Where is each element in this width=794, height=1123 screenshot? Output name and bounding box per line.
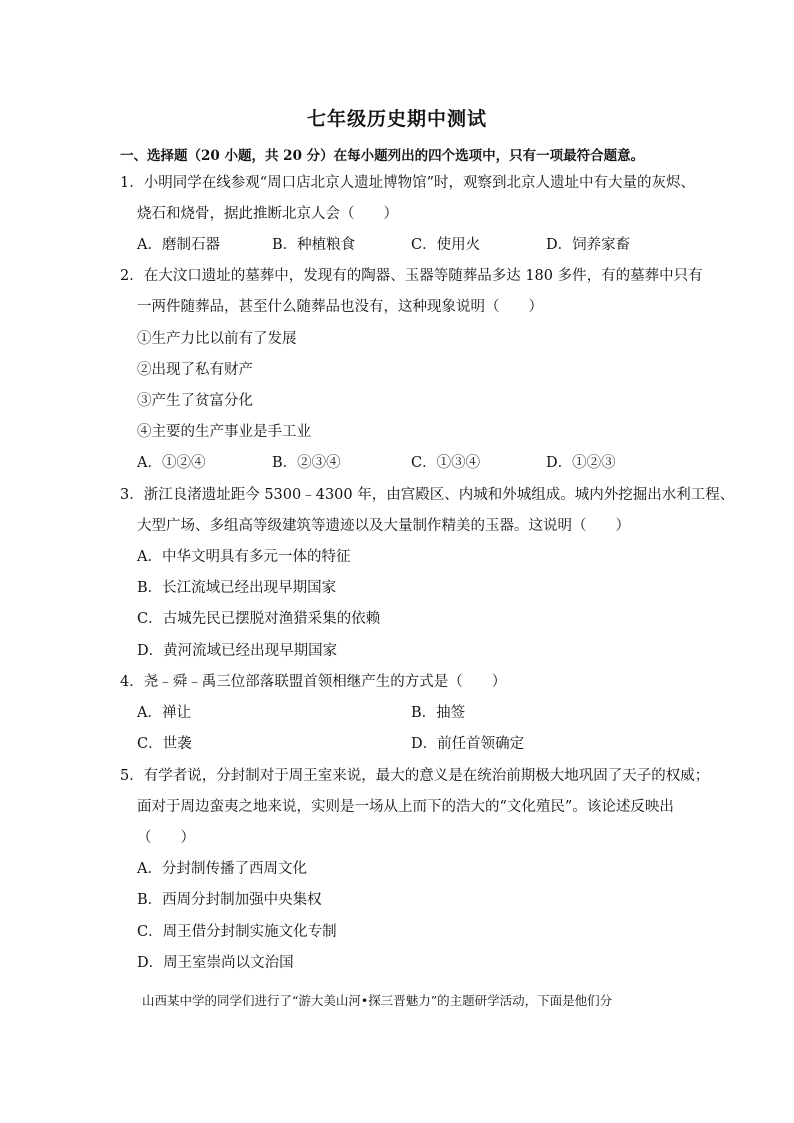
question-stem-line: 一两件随葬品，甚至什么随葬品也没有，这种现象说明（ ） (137, 299, 543, 315)
option-a: A．分封制传播了西周文化 (137, 861, 307, 877)
option-c: C．①③④ (411, 455, 481, 471)
question-stem-line: 2．在大汶口遗址的墓葬中，发现有的陶器、玉器等随葬品多达 180 多件，有的墓葬中只有 (120, 268, 703, 284)
option-b: B．西周分封制加强中央集权 (137, 892, 322, 908)
question-stem-line: 大型广场、多组高等级建筑等遗迹以及大量制作精美的玉器。这说明（ ） (137, 518, 630, 534)
option-d: D．饲养家畜 (546, 237, 631, 253)
option-b: B．种植粮食 (272, 237, 356, 253)
option-d: D．①②③ (546, 455, 616, 471)
option-a: A．①②④ (137, 455, 206, 471)
page-title: 七年级历史期中测试 (306, 108, 487, 130)
statement-2: ②出现了私有财产 (137, 362, 253, 378)
question-stem-line: 烧石和烧骨，据此推断北京人会（ ） (137, 206, 398, 222)
option-c: C．古城先民已摆脱对渔猎采集的依赖 (137, 611, 381, 627)
option-a: A．中华文明具有多元一体的特征 (137, 549, 351, 565)
question-stem-line: （ ） (137, 830, 195, 846)
question-stem-line: 4．尧﹣舜﹣禹三位部落联盟首领相继产生的方式是（ ） (120, 674, 507, 690)
option-b: B．抽签 (411, 705, 466, 721)
option-d: D．黄河流域已经出现早期国家 (137, 643, 338, 659)
question-stem-line: 1．小明同学在线参观“周口店北京人遗址博物馆”时，观察到北京人遗址中有大量的灰烬、 (120, 175, 696, 191)
option-d: D．前任首领确定 (411, 736, 525, 752)
question-stem-line: 5．有学者说，分封制对于周王室来说，最大的意义是在统治前期极大地巩固了天子的权威； (120, 768, 710, 784)
option-b: B．②③④ (272, 455, 341, 471)
passage-intro-text: 山西某中学的同学们进行了“游大美山河•探三晋魅力”的主题研学活动，下面是他们分 (142, 993, 613, 1008)
option-a: A．禅让 (137, 705, 191, 721)
section-heading: 一、选择题（20 小题，共 20 分）在每小题列出的四个选项中，只有一项最符合题意。 (120, 148, 645, 164)
question-stem-line: 面对于周边蛮夷之地来说，实则是一场从上而下的浩大的“文化殖民”。该论述反映出 (137, 799, 674, 815)
option-b: B．长江流域已经出现早期国家 (137, 580, 337, 596)
statement-3: ③产生了贫富分化 (137, 393, 253, 409)
option-c: C．世袭 (137, 736, 192, 752)
option-a: A．磨制石器 (137, 237, 220, 253)
option-c: C．使用火 (411, 237, 481, 253)
option-d: D．周王室崇尚以文治国 (137, 955, 294, 971)
statement-1: ①生产力比以前有了发展 (137, 331, 297, 347)
option-c: C．周王借分封制实施文化专制 (137, 924, 337, 940)
statement-4: ④主要的生产事业是手工业 (137, 424, 311, 440)
question-stem-line: 3．浙江良渚遗址距今 5300﹣4300 年，由宫殿区、内城和外城组成。城内外挖掘出水利工程、 (120, 487, 735, 503)
